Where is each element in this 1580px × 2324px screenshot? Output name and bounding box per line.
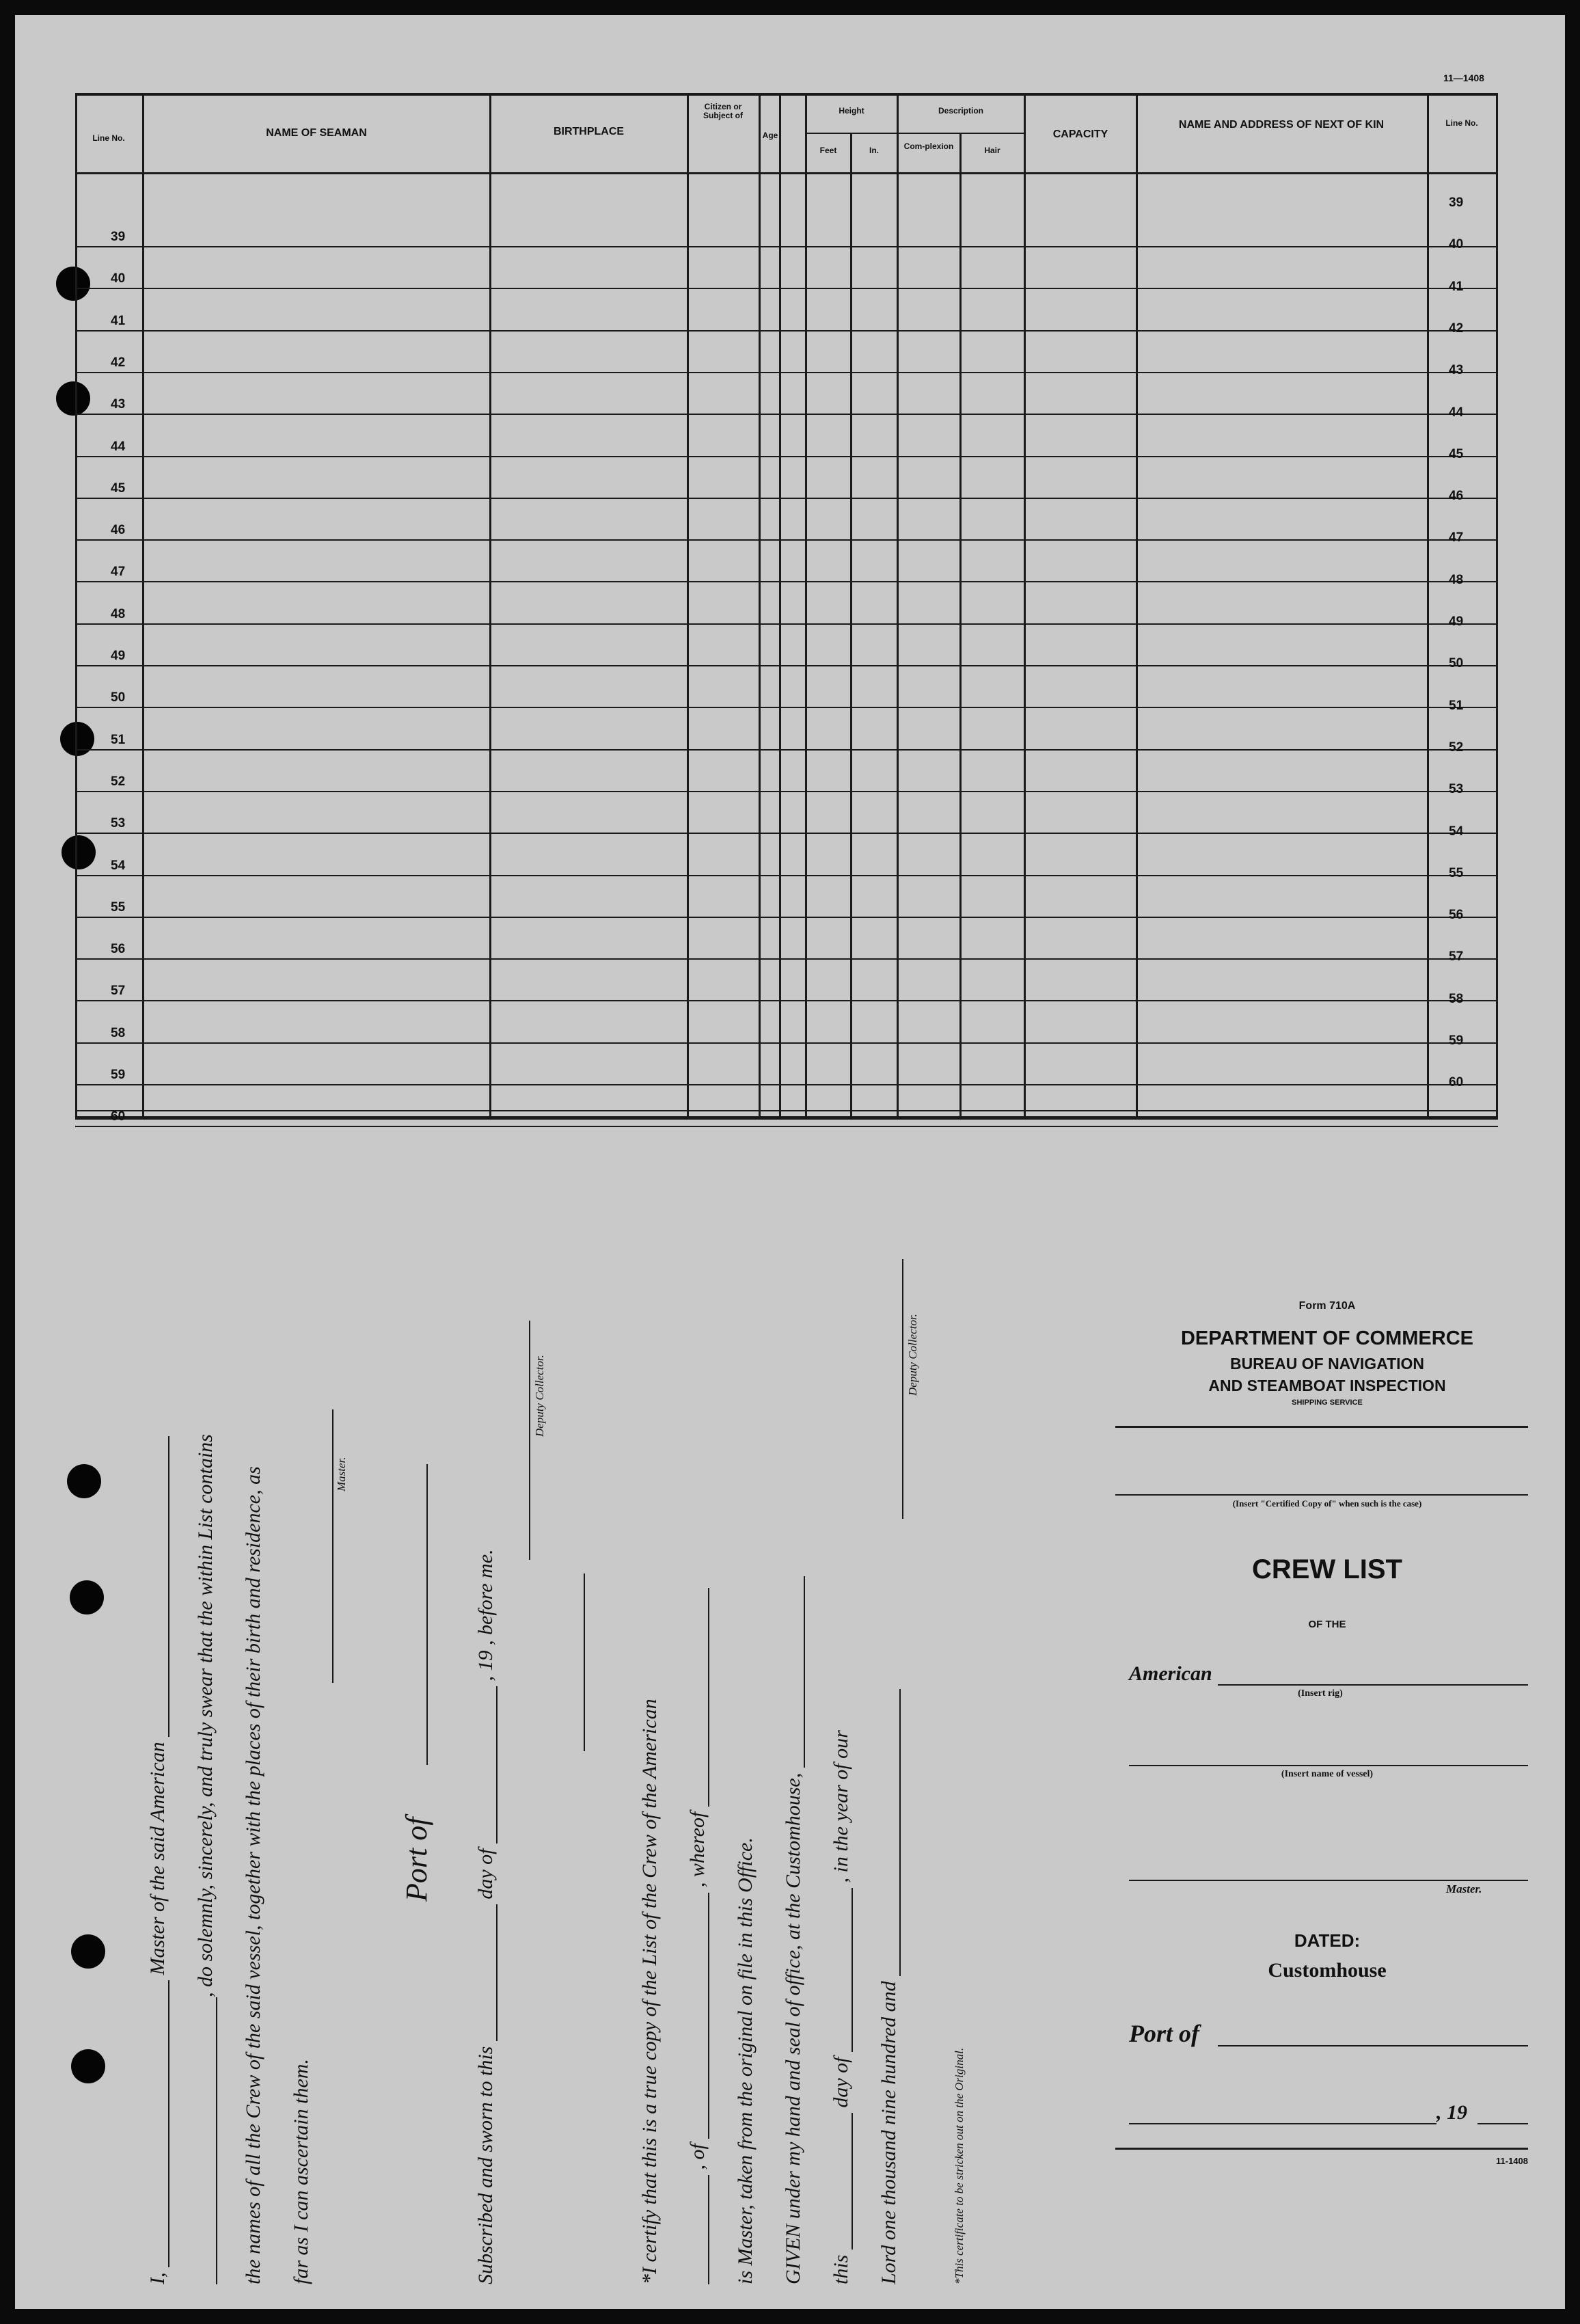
line-number-right: 52 bbox=[1449, 740, 1464, 755]
crew-list-title: CREW LIST bbox=[1252, 1554, 1402, 1584]
insert-certified-copy: (Insert "Certified Copy of" when such is the case) bbox=[1232, 1498, 1422, 1509]
header-complexion: Com-plexion bbox=[903, 141, 954, 151]
line-number-left: 46 bbox=[111, 523, 126, 537]
year-19-panel: , 19 bbox=[1436, 2101, 1467, 2124]
table-row-line bbox=[75, 581, 1498, 582]
table-row-line bbox=[75, 288, 1498, 289]
line-number-left: 56 bbox=[111, 942, 126, 956]
line-number-left: 43 bbox=[111, 397, 126, 411]
given-text: GIVEN under my hand and seal of office, at the Customhouse, bbox=[782, 1772, 804, 2284]
line-number-right: 56 bbox=[1449, 908, 1464, 922]
line-number-left: 54 bbox=[111, 859, 126, 873]
subscribed-text: Subscribed and sworn to this bbox=[474, 2046, 497, 2284]
header-hair: Hair bbox=[984, 146, 1000, 155]
line-number-left: 58 bbox=[111, 1026, 126, 1040]
form-sheet bbox=[15, 15, 1565, 2309]
line-number-left: 45 bbox=[111, 481, 126, 496]
header-inches: In. bbox=[869, 146, 879, 155]
american-label: American bbox=[1129, 1662, 1212, 1685]
punch-hole bbox=[71, 1934, 105, 1969]
line-number-right: 51 bbox=[1449, 699, 1464, 713]
master-panel-label: Master. bbox=[1446, 1882, 1482, 1895]
header-citizen: Citizen or Subject of bbox=[703, 102, 743, 120]
line-number-right: 60 bbox=[1449, 1075, 1464, 1090]
header-description: Description bbox=[938, 106, 983, 116]
year-19-text: , 19 bbox=[474, 1650, 497, 1681]
table-row-line bbox=[75, 456, 1498, 457]
oath-i: I, bbox=[146, 2272, 169, 2284]
dated-label: DATED: bbox=[1294, 1930, 1361, 1951]
line-number-left: 44 bbox=[111, 440, 126, 454]
line-number-left: 52 bbox=[111, 774, 126, 789]
bureau-navigation: BUREAU OF NAVIGATION bbox=[1229, 1355, 1425, 1373]
port-of-panel-label: Port of bbox=[1129, 2020, 1199, 2047]
header-age: Age bbox=[762, 131, 778, 140]
table-row-line bbox=[75, 372, 1498, 373]
line-number-left: 51 bbox=[111, 733, 126, 747]
certify-text: *I certify that this is a true copy of the List of the Crew of the American bbox=[638, 1699, 661, 2284]
oath-line-4: far as I can ascertain them. bbox=[290, 2059, 312, 2284]
table-row-line bbox=[75, 414, 1498, 415]
form-number-bottom: 11-1408 bbox=[1496, 2156, 1528, 2166]
line-number-left: 53 bbox=[111, 816, 126, 830]
deputy-collector-2: Deputy Collector. bbox=[906, 1314, 919, 1396]
is-master-text: is Master, taken from the original on file in this Office. bbox=[734, 1837, 757, 2284]
line-number-left: 41 bbox=[111, 314, 126, 328]
header-line-no: Line No. bbox=[92, 133, 125, 143]
deputy-collector-1: Deputy Collector. bbox=[533, 1355, 546, 1437]
table-row-line bbox=[75, 1084, 1498, 1085]
table-row-line bbox=[75, 875, 1498, 876]
customhouse-label: Customhouse bbox=[1268, 1959, 1387, 1982]
line-number-right: 43 bbox=[1449, 363, 1464, 377]
table-row-line bbox=[75, 1126, 1498, 1127]
oath-certificate: I, Master of the said American , do solemnly, sincerely, and truly swear that the within List contains the names of all the Crew of the said vessel, together with the places of their birth and residence, as far as I can ascertain them. Master. Port of Subscribed and sworn to this day of , 19 , before me. Deputy Collector. *I certify that this is a true copy of the List of the Crew of the American , of , whereof is Master, taken from the original on file in this Office. GIVEN under my hand and seal of office, at the Customhouse, this day of , in the year of our Lord one thousand nine hundred and Deputy Collector. *This certificate to be stricken out on the Original. bbox=[146, 1307, 1089, 2284]
line-number-left: 50 bbox=[111, 690, 126, 705]
table-row-line bbox=[75, 539, 1498, 541]
line-number-right: 44 bbox=[1449, 405, 1464, 420]
footnote: *This certificate to be stricken out on the Original. bbox=[953, 2047, 966, 2284]
line-number-right: 46 bbox=[1449, 489, 1464, 503]
line-number-right: 40 bbox=[1449, 237, 1464, 252]
before-me-text: , before me. bbox=[474, 1549, 497, 1645]
line-number-left: 48 bbox=[111, 607, 126, 621]
line-number-left: 55 bbox=[111, 900, 126, 915]
line-number-right: 41 bbox=[1449, 280, 1464, 294]
oath-line-2: do solemnly, sincerely, and truly swear that the within List contains bbox=[194, 1434, 217, 1987]
day-of-text: day of bbox=[474, 1848, 497, 1900]
table-row-line bbox=[75, 498, 1498, 499]
line-number-left: 39 bbox=[111, 230, 126, 244]
of-text: , of bbox=[686, 2144, 709, 2170]
table-row-line bbox=[75, 917, 1498, 918]
shipping-service: SHIPPING SERVICE bbox=[1292, 1399, 1363, 1407]
lord-text: Lord one thousand nine hundred and bbox=[877, 1981, 900, 2284]
in-year-text: , in the year of our bbox=[830, 1730, 852, 1883]
insert-vessel-name: (Insert name of vessel) bbox=[1281, 1769, 1374, 1779]
line-number-right: 48 bbox=[1449, 573, 1464, 587]
line-number-left: 49 bbox=[111, 649, 126, 663]
header-capacity: CAPACITY bbox=[1052, 129, 1108, 140]
crew-table bbox=[75, 93, 1498, 1124]
line-number-right: 39 bbox=[1449, 195, 1464, 210]
line-number-left: 42 bbox=[111, 355, 126, 370]
header-height: Height bbox=[839, 106, 864, 116]
punch-hole bbox=[71, 2049, 105, 2083]
header-feet: Feet bbox=[819, 146, 837, 155]
line-number-left: 57 bbox=[111, 984, 126, 998]
insert-rig: (Insert rig) bbox=[1298, 1688, 1343, 1699]
table-row-line bbox=[75, 707, 1498, 708]
header-line-no-right: Line No. bbox=[1445, 118, 1478, 128]
line-number-left: 59 bbox=[111, 1068, 126, 1082]
day-of-2-text: day of bbox=[830, 2057, 852, 2108]
line-number-left: 60 bbox=[111, 1109, 126, 1124]
table-row-line bbox=[75, 246, 1498, 247]
table-row-line bbox=[75, 833, 1498, 834]
table-row-line bbox=[75, 791, 1498, 792]
line-number-right: 55 bbox=[1449, 866, 1464, 880]
line-number-right: 50 bbox=[1449, 656, 1464, 671]
line-number-right: 59 bbox=[1449, 1033, 1464, 1048]
line-number-right: 42 bbox=[1449, 321, 1464, 336]
master-label: Master. bbox=[335, 1457, 348, 1491]
table-row-line bbox=[75, 665, 1498, 666]
table-row-line bbox=[75, 1042, 1498, 1044]
line-number-right: 54 bbox=[1449, 824, 1464, 839]
this-text: this bbox=[830, 2254, 852, 2284]
header-birthplace: BIRTHPLACE bbox=[553, 126, 625, 137]
line-number-right: 49 bbox=[1449, 614, 1464, 629]
table-row-line bbox=[75, 330, 1498, 332]
table-row-line bbox=[75, 749, 1498, 751]
header-next-of-kin: NAME AND ADDRESS OF NEXT OF KIN bbox=[1178, 119, 1385, 131]
oath-line-3: the names of all the Crew of the said vessel, together with the places of their birth and residence, as bbox=[242, 1466, 264, 2284]
line-number-left: 40 bbox=[111, 271, 126, 286]
header-name-of-seaman: NAME OF SEAMAN bbox=[266, 127, 367, 139]
line-number-right: 53 bbox=[1449, 782, 1464, 796]
table-row-line bbox=[75, 958, 1498, 960]
punch-hole bbox=[70, 1580, 104, 1614]
punch-hole bbox=[67, 1464, 101, 1498]
table-row-line bbox=[75, 623, 1498, 625]
bureau-steamboat: AND STEAMBOAT INSPECTION bbox=[1208, 1377, 1446, 1394]
line-number-right: 45 bbox=[1449, 447, 1464, 461]
of-the: OF THE bbox=[1308, 1619, 1346, 1630]
oath-master-of: Master of the said American bbox=[146, 1742, 169, 1975]
top-form-number: 11—1408 bbox=[1443, 72, 1484, 83]
dept-commerce: DEPARTMENT OF COMMERCE bbox=[1180, 1327, 1473, 1349]
line-number-right: 57 bbox=[1449, 949, 1464, 964]
line-number-right: 47 bbox=[1449, 530, 1464, 545]
whereof-text: , whereof bbox=[686, 1811, 709, 1888]
line-number-right: 58 bbox=[1449, 992, 1464, 1006]
port-of-label: Port of bbox=[400, 1817, 433, 1902]
form-710a: Form 710A bbox=[1298, 1300, 1356, 1312]
table-row-line bbox=[75, 1000, 1498, 1001]
line-number-left: 47 bbox=[111, 565, 126, 579]
